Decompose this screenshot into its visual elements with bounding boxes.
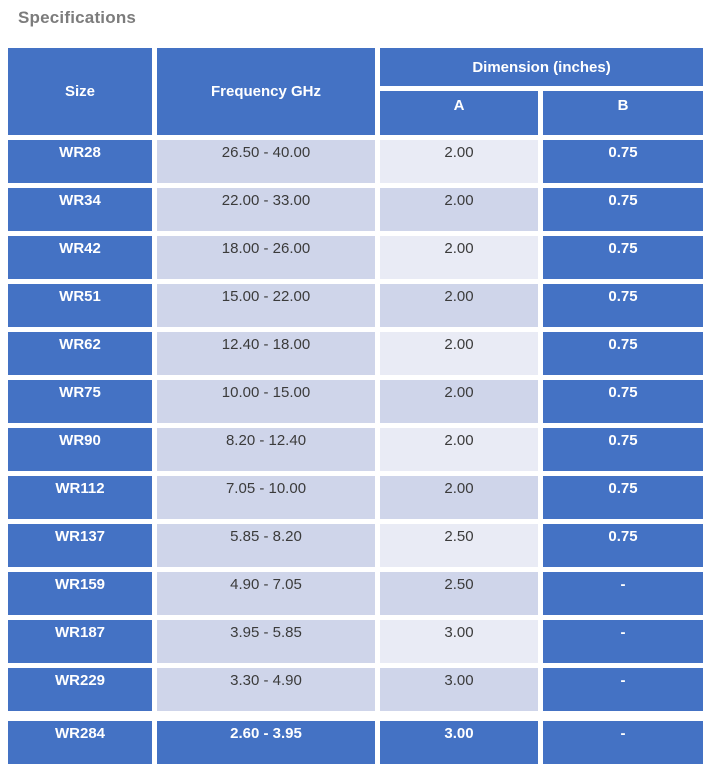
dimension-b-cell: 0.75 [543,188,703,231]
size-cell: WR284 [8,721,152,764]
page-title: Specifications [18,8,137,27]
header-dimension: Dimension (inches) [380,48,703,86]
table-row [8,428,703,471]
table-row-last [8,721,703,764]
dimension-b-cell: 0.75 [543,524,703,567]
dimension-b-cell: - [543,721,703,764]
table-row [8,140,703,183]
table-row [8,620,703,663]
frequency-cell: 15.00 - 22.00 [157,284,375,327]
size-cell: WR112 [8,476,152,519]
table-row [8,476,703,519]
frequency-cell: 18.00 - 26.00 [157,236,375,279]
dimension-a-cell: 2.00 [380,236,538,279]
table-row [8,188,703,231]
header-frequency: Frequency GHz [157,48,375,135]
size-cell: WR28 [8,140,152,183]
frequency-cell: 2.60 - 3.95 [157,721,375,764]
dimension-b-cell: 0.75 [543,284,703,327]
frequency-cell: 5.85 - 8.20 [157,524,375,567]
frequency-cell: 8.20 - 12.40 [157,428,375,471]
dimension-b-cell: 0.75 [543,380,703,423]
size-cell: WR90 [8,428,152,471]
table-row [8,236,703,279]
dimension-b-cell: 0.75 [543,236,703,279]
table-header [8,48,703,135]
dimension-a-cell: 3.00 [380,668,538,711]
frequency-cell: 22.00 - 33.00 [157,188,375,231]
size-cell: WR62 [8,332,152,375]
dimension-b-cell: - [543,668,703,711]
header-dimension-a: A [380,91,538,135]
dimension-a-cell: 2.00 [380,188,538,231]
dimension-a-cell: 2.00 [380,332,538,375]
dimension-a-cell: 2.50 [380,524,538,567]
dimension-a-cell: 2.00 [380,476,538,519]
dimension-a-cell: 2.00 [380,428,538,471]
size-cell: WR187 [8,620,152,663]
dimension-b-cell: 0.75 [543,140,703,183]
dimension-b-cell: 0.75 [543,476,703,519]
table-row [8,332,703,375]
dimension-a-cell: 2.50 [380,572,538,615]
dimension-b-cell: 0.75 [543,332,703,375]
frequency-cell: 26.50 - 40.00 [157,140,375,183]
size-cell: WR159 [8,572,152,615]
dimension-a-cell: 2.00 [380,284,538,327]
size-cell: WR75 [8,380,152,423]
table-row [8,284,703,327]
frequency-cell: 7.05 - 10.00 [157,476,375,519]
frequency-cell: 12.40 - 18.00 [157,332,375,375]
frequency-cell: 4.90 - 7.05 [157,572,375,615]
frequency-cell: 3.95 - 5.85 [157,620,375,663]
frequency-cell: 10.00 - 15.00 [157,380,375,423]
dimension-a-cell: 2.00 [380,380,538,423]
dimension-a-cell: 3.00 [380,721,538,764]
dimension-b-cell: - [543,572,703,615]
frequency-cell: 3.30 - 4.90 [157,668,375,711]
table-row [8,668,703,711]
specifications-table [3,43,708,769]
dimension-a-cell: 3.00 [380,620,538,663]
table-row [8,524,703,567]
header-size: Size [8,48,152,135]
dimension-b-cell: 0.75 [543,428,703,471]
table-row [8,572,703,615]
dimension-b-cell: - [543,620,703,663]
size-cell: WR51 [8,284,152,327]
table-row [8,380,703,423]
dimension-a-cell: 2.00 [380,140,538,183]
size-cell: WR34 [8,188,152,231]
size-cell: WR229 [8,668,152,711]
size-cell: WR42 [8,236,152,279]
header-dimension-b: B [543,91,703,135]
size-cell: WR137 [8,524,152,567]
